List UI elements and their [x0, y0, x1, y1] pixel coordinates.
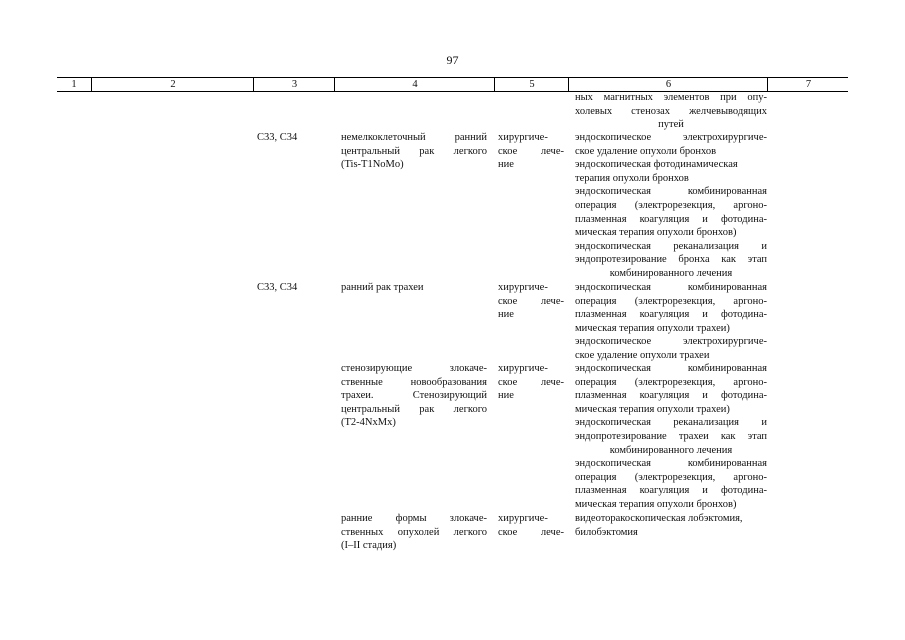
- table-header: [57, 77, 848, 92]
- row1-diagnosis: немелкоклеточный ранний центральный рак легкого (Tis-T1NoMo): [341, 132, 487, 171]
- header-col-4: 4: [334, 78, 495, 91]
- row2-code: C33, C34: [257, 282, 298, 293]
- row4-treatment-type: хирургиче- ское лече-: [498, 513, 564, 538]
- row3-treatment-type: хирургиче- ское лече- ние: [498, 363, 564, 402]
- continuation-text: ных магнитных элементов при опу- холевых стенозах желчевыводящих путей: [575, 92, 767, 131]
- row4-methods: видеоторакоскопическая лобэктомия, билобэктомия: [575, 513, 743, 538]
- page-number: 97: [446, 53, 459, 67]
- row2-diagnosis: ранний рак трахеи: [341, 282, 424, 293]
- header-col-1: 1: [71, 79, 77, 90]
- row1-methods: эндоскопическое электрохирургиче- ское удаление опухоли бронхов эндоскопическая фотодинамическая терапия опухоли бронхов эндоскопическая комбинированная операция (электрорезекция, аргоно- плазменная коагуляция и фотодина- мическая терапия опухоли бронхов) эндоскопическая реканализация и эндопротезирование бронха как этап комбинированного лечения: [575, 132, 767, 279]
- header-col-2: 2: [91, 78, 254, 91]
- row3-methods: эндоскопическая комбинированная операция (электрорезекция, аргоно- плазменная коагуляция и фотодина- мическая терапия опухоли трахеи) эндоскопическая реканализация и эндопротезирование трахеи как этап комбинированного лечения эндоскопическая комбинированная операция (электрорезекция, аргоно- плазменная коагуляция и фотодина- мическая терапия опухоли бронхов): [575, 363, 767, 510]
- row1-treatment-type: хирургиче- ское лече- ние: [498, 132, 564, 171]
- row2-treatment-type: хирургиче- ское лече- ние: [498, 282, 564, 321]
- row3-diagnosis: стенозирующие злокаче- ственные новообразования трахеи. Стенозирующий центральный рак легкого (T2-4NxMx): [341, 363, 487, 429]
- row2-methods: эндоскопическая комбинированная операция (электрорезекция, аргоно- плазменная коагуляция и фотодина- мическая терапия опухоли трахеи) эндоскопическое электрохирургиче- ское удаление опухоли трахеи: [575, 282, 767, 361]
- header-col-6: 6: [568, 78, 768, 91]
- header-col-7: 7: [767, 78, 849, 91]
- row1-code: C33, C34: [257, 132, 298, 143]
- row4-diagnosis: ранние формы злокаче- ственных опухолей легкого (I–II стадия): [341, 513, 487, 552]
- header-col-5: 5: [494, 78, 569, 91]
- header-col-3: 3: [253, 78, 335, 91]
